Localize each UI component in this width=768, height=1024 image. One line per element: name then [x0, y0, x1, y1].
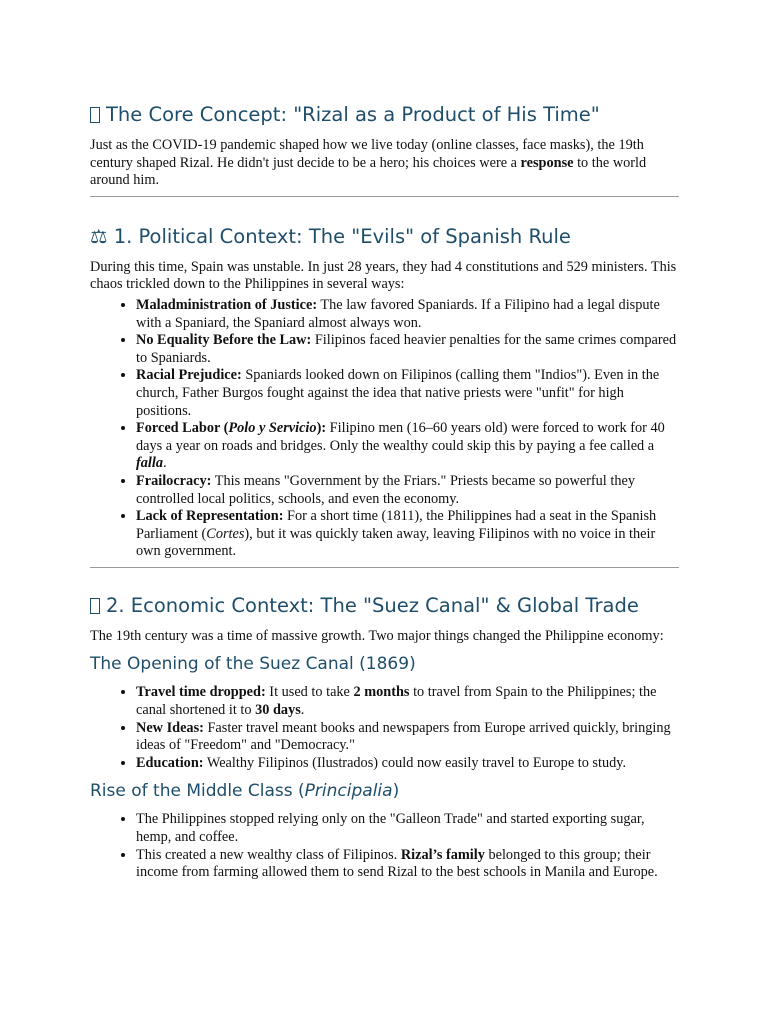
subheading-suez-canal: The Opening of the Suez Canal (1869) [90, 654, 416, 675]
core-concept-paragraph: Just as the COVID-19 pandemic shaped how we live today (online classes, face masks), the 19th century shaped Rizal. He didn't just decide to be a hero; his choices were a response to the world around him. [90, 137, 647, 189]
list-item: • Frailocracy: This means "Government by the Friars." Priests became so powerful they controlled local politics, schools, and even the economy. [136, 473, 679, 508]
middle-class-list [90, 811, 679, 881]
document-page [90, 100, 679, 882]
list-item: • The Philippines stopped relying only on the "Galleon Trade" and started exporting sugar, hemp, and coffee. [136, 811, 679, 846]
political-intro: During this time, Spain was unstable. In just 28 years, they had 4 constitutions and 529 ministers. This chaos trickled down to the Philippines in several ways: [90, 258, 677, 293]
section-heading-core-concept: The Core Concept: "Rizal as a Product of His Time" [90, 102, 679, 128]
list-item: • Education: Wealthy Filipinos (Ilustrados) could now easily travel to Europe to study. [136, 755, 679, 773]
economic-intro: The 19th century was a time of massive growth. Two major things changed the Philippine economy: [90, 627, 664, 644]
list-item: • Forced Labor (Polo y Servicio): Filipino men (16–60 years old) were forced to work for 40 days a year on roads and bridges. Only the wealthy could skip this by paying a fee called a falla. [136, 420, 679, 473]
suez-list [90, 684, 679, 772]
list-item: • Maladministration of Justice: The law favored Spaniards. If a Filipino had a legal dispute with a Spaniard, the Spaniard almost always won. [136, 297, 679, 332]
scales-icon: ⚖ [90, 224, 108, 248]
section-heading-economic: 2. Economic Context: The "Suez Canal" & Global Trade [90, 593, 679, 619]
list-item: • This created a new wealthy class of Filipinos. Rizal’s family belonged to this group; their income from farming allowed them to send Rizal to the best schools in Manila and Europe. [136, 847, 679, 882]
divider [90, 567, 679, 568]
list-item: • Racial Prejudice: Spaniards looked down on Filipinos (calling them "Indios"). Even in the church, Father Burgos fought against the idea that native priests were "unfit" for high positions. [136, 367, 679, 420]
subheading-middle-class: Rise of the Middle Class (Principalia) [90, 781, 400, 802]
missing-glyph-icon [90, 598, 100, 614]
list-item: • New Ideas: Faster travel meant books and newspapers from Europe arrived quickly, bringing ideas of "Freedom" and "Democracy." [136, 720, 679, 755]
list-item: • No Equality Before the Law: Filipinos faced heavier penalties for the same crimes compared to Spaniards. [136, 332, 679, 367]
divider [90, 196, 679, 197]
list-item: • Travel time dropped: It used to take 2 months to travel from Spain to the Philippines; the canal shortened it to 30 days. [136, 684, 679, 719]
missing-glyph-icon [90, 107, 100, 123]
political-list [90, 297, 679, 561]
section-heading-political: ⚖ 1. Political Context: The "Evils" of Spanish Rule [90, 224, 571, 248]
list-item: • Lack of Representation: For a short time (1811), the Philippines had a seat in the Spanish Parliament (Cortes), but it was quickly taken away, leaving Filipinos with no voice in their own government. [136, 508, 679, 561]
